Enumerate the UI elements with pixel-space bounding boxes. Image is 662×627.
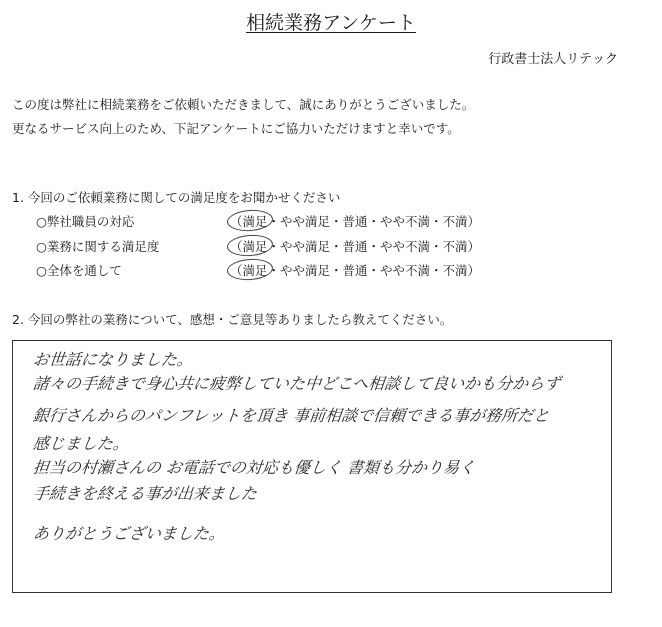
rating-row xyxy=(0,261,662,281)
handwritten-line: ありがとうございました。 xyxy=(31,524,226,543)
rating-row-label: ○業務に関する満足度 xyxy=(36,239,160,254)
handwritten-line: 担当の村瀬さんの お電話での対応も優しく 書類も分かり易く xyxy=(31,458,477,477)
handwritten-line: 感じました。 xyxy=(31,434,130,453)
survey-title xyxy=(0,8,662,35)
organization-name: 行政書士法人リテック xyxy=(488,52,618,67)
rating-row-label: ○全体を通して xyxy=(36,263,122,278)
rating-options: （満足・やや満足・普通・やや不満・不満） xyxy=(230,214,481,229)
handwritten-line: 手続きを終える事が出来ました xyxy=(31,484,258,503)
rating-row xyxy=(0,212,662,232)
rating-options: （満足・やや満足・普通・やや不満・不満） xyxy=(230,239,481,254)
question-1-title: 1. 今回のご依頼業務に関しての満足度をお聞かせください xyxy=(12,190,341,205)
rating-row xyxy=(0,237,662,257)
comment-box xyxy=(12,340,612,593)
intro-line: 更なるサービス向上のため、下記アンケートにご協力いただけますと幸いです。 xyxy=(12,121,460,136)
rating-options: （満足・やや満足・普通・やや不満・不満） xyxy=(230,263,481,278)
intro-line: この度は弊社に相続業務をご依頼いただきまして、誠にありがとうございました。 xyxy=(12,97,475,112)
handwritten-line: お世話になりました。 xyxy=(31,350,194,369)
question-2-title: 2. 今回の弊社の業務について、感想・ご意見等ありましたら教えてください。 xyxy=(12,312,453,327)
handwritten-line: 諸々の手続きで身心共に疲弊していた中どこへ相談して良いかも分からず xyxy=(31,374,562,393)
rating-row-label: ○弊社職員の対応 xyxy=(36,214,135,229)
handwritten-line: 銀行さんからのパンフレットを頂き 事前相談で信頼できる事が務所だと xyxy=(31,406,551,425)
survey-title-text: 相続業務アンケート xyxy=(246,12,416,34)
